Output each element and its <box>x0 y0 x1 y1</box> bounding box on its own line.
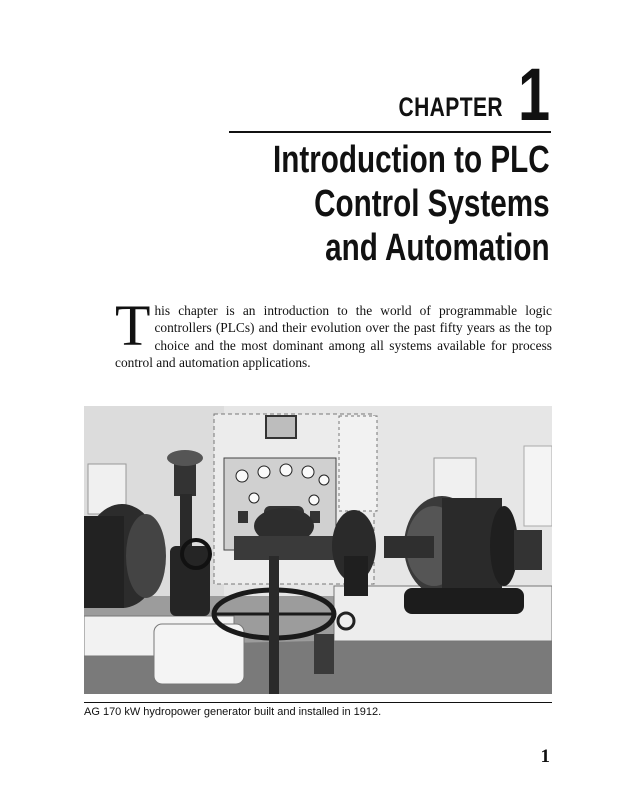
title-line: Introduction to PLC <box>273 139 550 181</box>
generator-photo-illustration <box>84 406 552 694</box>
chapter-rule <box>229 131 551 133</box>
drop-cap: T <box>115 293 151 358</box>
generator-photo <box>84 406 552 694</box>
intro-paragraph <box>115 293 552 372</box>
page-number: 1 <box>540 746 550 767</box>
title-line: and Automation <box>325 227 550 269</box>
caption-rule <box>84 702 552 703</box>
figure-caption: AG 170 kW hydropower generator built and installed in 1912. <box>84 706 382 718</box>
chapter-heading <box>369 53 550 136</box>
chapter-number: 1 <box>517 53 550 136</box>
intro-text: his chapter is an introduction to the world of programmable logic controllers (PLCs) and their evolution over the past fifty years as the top choice and the most dominant among all systems available for process control and automation applications. <box>115 303 552 371</box>
title-line: Control Systems <box>314 183 550 225</box>
chapter-title <box>273 138 550 270</box>
chapter-label: CHAPTER <box>398 91 503 122</box>
